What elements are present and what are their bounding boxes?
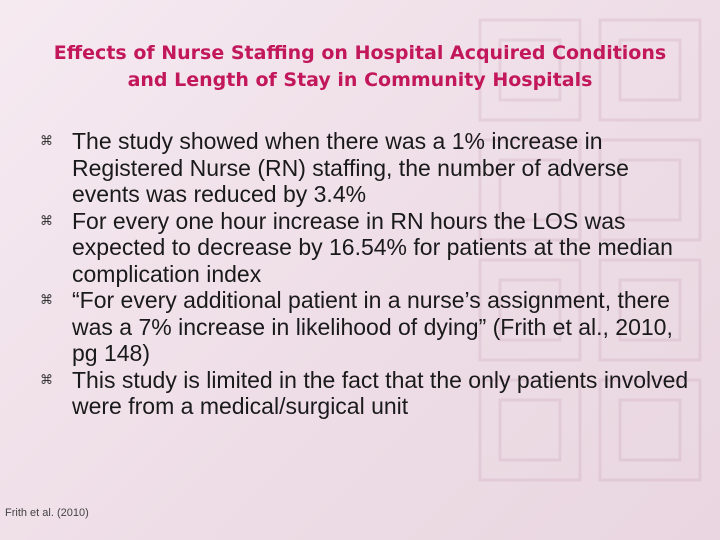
- command-bullet-icon: ⌘: [40, 213, 53, 229]
- bullet-list: [40, 128, 690, 420]
- bullet-text: “For every additional patient in a nurse’s assignment, there was a 7% increase in likelihood of dying” (Frith et al., 2010, pg 148): [72, 287, 673, 366]
- command-bullet-icon: ⌘: [40, 293, 53, 308]
- bullet-item: [40, 208, 690, 288]
- citation-footer: Frith et al. (2010): [5, 507, 89, 519]
- title-line-2: and Length of Stay in Community Hospitals: [127, 69, 593, 91]
- bullet-item: [40, 128, 690, 208]
- bullet-item: [40, 367, 690, 420]
- title-line-1: Effects of Nurse Staffing on Hospital Acquired Conditions: [53, 42, 667, 64]
- bullet-text: For every one hour increase in RN hours the LOS was expected to decrease by 16.54% for patients at the median complication index: [72, 207, 673, 287]
- bullet-item: [40, 287, 690, 367]
- bullet-text: This study is limited in the fact that the only patients involved were from a medical/surgical unit: [72, 366, 689, 419]
- slide-title: [40, 40, 680, 94]
- bullet-text: The study showed when there was a 1% increase in Registered Nurse (RN) staffing, the number of adverse events was reduced by 3.4%: [72, 128, 629, 207]
- command-bullet-icon: ⌘: [40, 372, 53, 388]
- command-bullet-icon: ⌘: [40, 134, 53, 149]
